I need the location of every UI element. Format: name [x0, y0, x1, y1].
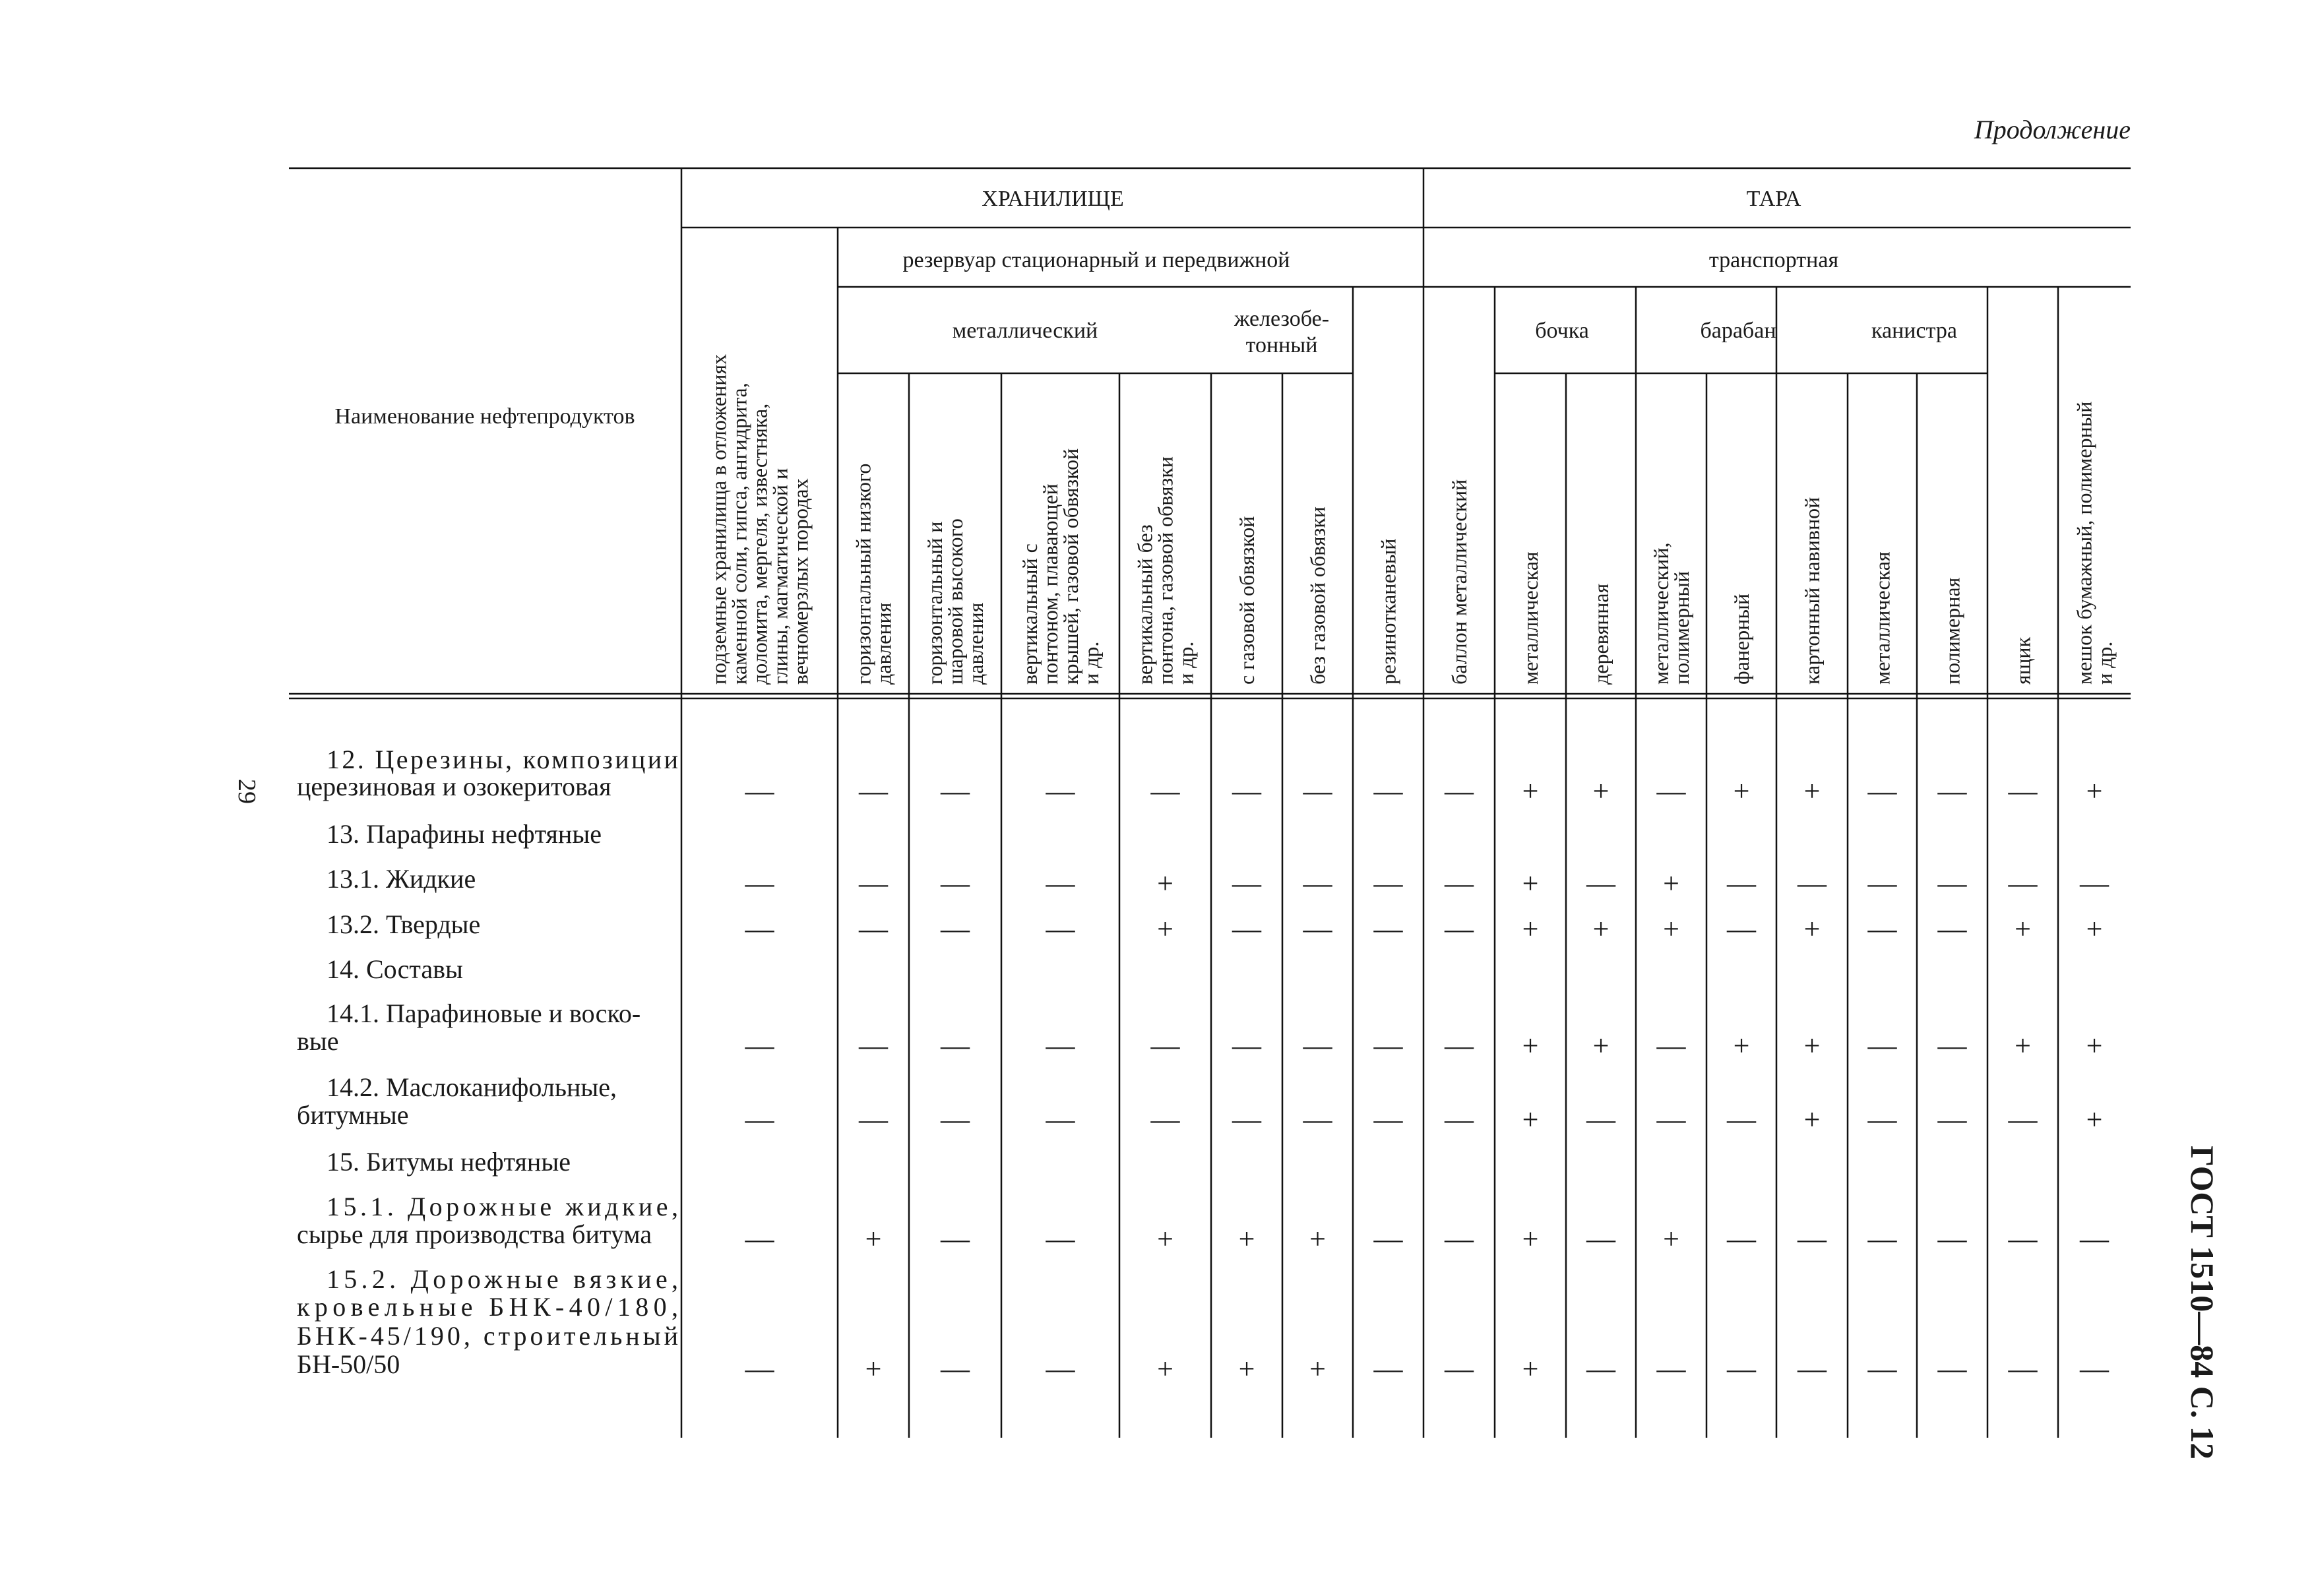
row-3-col-13-mark: —	[1727, 867, 1756, 900]
row-10-col-16-mark: —	[1937, 1353, 1967, 1385]
row-1-name-line-1: 12. Церезины, композиции	[327, 745, 678, 774]
row-6-col-4-mark: —	[1046, 1029, 1075, 1062]
row-7-col-3-mark: —	[941, 1103, 970, 1136]
col-header-4-line-3: крышей, газовой обвязкой	[1059, 448, 1082, 685]
row-1-col-6-mark: —	[1232, 775, 1261, 807]
row-4-col-10-mark: +	[1522, 913, 1539, 945]
row-3-col-10-mark: +	[1522, 867, 1539, 900]
row-4-col-9-mark: —	[1445, 913, 1474, 945]
row-7-col-11-mark: —	[1586, 1103, 1615, 1136]
row-10-col-14-mark: —	[1798, 1353, 1827, 1385]
row-3-col-12-mark: +	[1663, 867, 1679, 900]
row-3-col-8-mark: —	[1373, 867, 1403, 900]
row-10-col-12-mark: —	[1656, 1353, 1686, 1385]
group-metal: металлический	[952, 319, 1098, 343]
column-headers	[707, 354, 2117, 685]
row-7-col-2-mark: —	[859, 1103, 888, 1136]
row-6-col-5-mark: —	[1150, 1029, 1180, 1062]
row-9-col-13-mark: —	[1727, 1223, 1756, 1255]
row-10-col-11-mark: —	[1586, 1353, 1615, 1385]
row-7-col-6-mark: —	[1232, 1103, 1261, 1136]
group-storage: ХРАНИЛИЩЕ	[982, 187, 1124, 211]
group-concrete-line2: тонный	[1245, 333, 1318, 357]
row-9-col-16-mark: —	[1937, 1223, 1967, 1255]
col-header-4-line-2: понтоном, плавающей	[1038, 483, 1062, 685]
row-4-col-13-mark: —	[1727, 913, 1756, 945]
row-3-col-5-mark: +	[1157, 867, 1173, 900]
row-9-name-line-2: сырье для производства битума	[297, 1219, 652, 1249]
row-7-col-7-mark: —	[1303, 1103, 1332, 1136]
row-4-col-8-mark: —	[1373, 913, 1403, 945]
row-10-col-3-mark: —	[941, 1353, 970, 1385]
row-6-col-7-mark: —	[1303, 1029, 1332, 1062]
row-10-name-line-2: кровельные БНК-40/180,	[297, 1292, 678, 1322]
row-1-col-11-mark: +	[1592, 775, 1610, 807]
row-3-col-18-mark: —	[2080, 867, 2109, 900]
col-header-5-line-1: вертикальный без	[1133, 524, 1157, 685]
row-1-col-3-mark: —	[941, 775, 970, 807]
row-4-col-11-mark: +	[1592, 913, 1610, 945]
row-3-col-14-mark: —	[1798, 867, 1827, 900]
row-7-col-5-mark: —	[1150, 1103, 1180, 1136]
row-7-col-17-mark: —	[2008, 1103, 2038, 1136]
group-container: ТАРА	[1746, 187, 1801, 211]
row-6-col-2-mark: —	[859, 1029, 888, 1062]
row-10-col-9-mark: —	[1445, 1353, 1474, 1385]
group-barrel: бочка	[1535, 319, 1589, 343]
row-10-col-18-mark: —	[2080, 1353, 2109, 1385]
row-9-col-6-mark: +	[1238, 1223, 1255, 1255]
table-body	[297, 745, 2110, 1385]
row-6-col-9-mark: —	[1445, 1029, 1474, 1062]
row-9-col-7-mark: +	[1309, 1223, 1326, 1255]
row-4-name-line-1: 13.2. Твердые	[327, 909, 481, 939]
col-header-1-line-3: доломита, мергеля, известняка,	[747, 403, 772, 685]
row-9-col-8-mark: —	[1373, 1223, 1403, 1255]
row-7-col-13-mark: —	[1727, 1103, 1756, 1136]
row-1-col-4-mark: —	[1046, 775, 1075, 807]
group-drum: барабан	[1700, 319, 1776, 343]
row-6-col-8-mark: —	[1373, 1029, 1403, 1062]
row-7-name-line-1: 14.2. Маслоканифольные,	[327, 1072, 617, 1102]
col-header-2-line-1: горизонтальный низкого	[851, 463, 875, 685]
row-7-col-9-mark: —	[1445, 1103, 1474, 1136]
col-header-4-line-1: вертикальный с	[1018, 543, 1042, 685]
row-1-col-13-mark: +	[1733, 775, 1750, 807]
row-7-col-18-mark: +	[2086, 1103, 2103, 1136]
row-3-col-17-mark: —	[2008, 867, 2038, 900]
row-6-name-line-2: вые	[297, 1026, 339, 1056]
row-7-col-4-mark: —	[1046, 1103, 1075, 1136]
row-9-col-17-mark: —	[2008, 1223, 2038, 1255]
row-4-col-1-mark: —	[745, 913, 774, 945]
col-header-5-line-2: понтона, газовой обвязки	[1153, 456, 1177, 685]
col-header-7-line-1: без газовой обвязки	[1305, 506, 1330, 685]
row-7-col-8-mark: —	[1373, 1103, 1403, 1136]
col-header-17-line-1: ящик	[2011, 636, 2035, 685]
group-tank: резервуар стационарный и передвижной	[902, 248, 1290, 272]
row-9-col-11-mark: —	[1586, 1223, 1615, 1255]
col-header-8-line-1: резинотканевый	[1376, 538, 1400, 685]
row-4-col-14-mark: +	[1803, 913, 1821, 945]
row-1-col-5-mark: —	[1150, 775, 1180, 807]
col-header-9-line-1: баллон металлический	[1447, 479, 1471, 685]
row-6-col-18-mark: +	[2086, 1029, 2103, 1062]
group-canister: канистра	[1871, 319, 1957, 343]
row-5-name-line-1: 14. Составы	[327, 954, 463, 984]
row-3-col-9-mark: —	[1445, 867, 1474, 900]
row-6-col-14-mark: +	[1803, 1029, 1821, 1062]
col-header-18-line-2: и др.	[2092, 641, 2117, 685]
row-1-col-15-mark: —	[1867, 775, 1897, 807]
row-1-col-10-mark: +	[1522, 775, 1539, 807]
row-10-col-15-mark: —	[1867, 1353, 1897, 1385]
row-10-col-6-mark: +	[1238, 1353, 1255, 1385]
row-7-name-line-2: битумные	[297, 1100, 409, 1130]
row-9-name-line-1: 15.1. Дорожные жидкие,	[327, 1192, 678, 1221]
group-concrete-line1: железобе-	[1234, 307, 1330, 331]
row-3-col-4-mark: —	[1046, 867, 1075, 900]
col-header-13-line-1: фанерный	[1730, 593, 1753, 685]
col-header-12-line-1: металлический,	[1649, 542, 1673, 685]
row-3-col-2-mark: —	[859, 867, 888, 900]
row-9-col-15-mark: —	[1867, 1223, 1897, 1255]
row-6-col-12-mark: —	[1656, 1029, 1686, 1062]
row-1-col-16-mark: —	[1937, 775, 1967, 807]
row-9-col-4-mark: —	[1046, 1223, 1075, 1255]
row-4-col-16-mark: —	[1937, 913, 1967, 945]
col-header-2-line-2: давления	[871, 602, 896, 685]
row-6-col-10-mark: +	[1522, 1029, 1539, 1062]
row-10-col-8-mark: —	[1373, 1353, 1403, 1385]
row-10-col-10-mark: +	[1522, 1353, 1539, 1385]
col-header-1-line-5: вечномерзлых породах	[788, 478, 813, 685]
row-1-col-1-mark: —	[745, 775, 774, 807]
row-3-col-11-mark: —	[1586, 867, 1615, 900]
row-10-col-13-mark: —	[1727, 1353, 1756, 1385]
row-1-col-14-mark: +	[1803, 775, 1821, 807]
continuation-label: Продолжение	[1974, 115, 2131, 144]
row-10-col-2-mark: +	[865, 1353, 882, 1385]
row-6-name-line-1: 14.1. Парафиновые и воско-	[327, 998, 641, 1028]
row-10-name-line-3: БНК-45/190, строительный	[297, 1321, 678, 1351]
col-header-11-line-1: деревянная	[1589, 583, 1613, 685]
row-7-col-15-mark: —	[1867, 1103, 1897, 1136]
row-3-col-3-mark: —	[941, 867, 970, 900]
col-header-1-line-2: каменной соли, гипса, ангидрита,	[727, 383, 751, 685]
row-9-col-18-mark: —	[2080, 1223, 2109, 1255]
row-6-col-17-mark: +	[2015, 1029, 2031, 1062]
row-9-col-14-mark: —	[1798, 1223, 1827, 1255]
row-3-col-15-mark: —	[1867, 867, 1897, 900]
row-7-col-16-mark: —	[1937, 1103, 1967, 1136]
row-3-col-1-mark: —	[745, 867, 774, 900]
row-1-name-line-2: церезиновая и озокеритовая	[297, 772, 611, 801]
row-1-col-12-mark: —	[1656, 775, 1686, 807]
row-4-col-3-mark: —	[941, 913, 970, 945]
row-4-col-12-mark: +	[1663, 913, 1679, 945]
col-header-1-line-4: глины, магматической и	[768, 468, 792, 685]
row-7-col-12-mark: —	[1656, 1103, 1686, 1136]
row-7-col-10-mark: +	[1522, 1103, 1539, 1136]
col-header-12-line-2: полимерный	[1670, 571, 1693, 685]
row-7-col-14-mark: +	[1803, 1103, 1821, 1136]
row-9-col-3-mark: —	[941, 1223, 970, 1255]
row-6-col-16-mark: —	[1937, 1029, 1967, 1062]
col-header-16-line-1: полимерная	[1940, 577, 1964, 685]
col-header-3-line-1: горизонтальный и	[923, 521, 947, 685]
row-9-col-10-mark: +	[1522, 1223, 1539, 1255]
row-6-col-6-mark: —	[1232, 1029, 1261, 1062]
row-6-col-3-mark: —	[941, 1029, 970, 1062]
page-number: 29	[233, 779, 261, 804]
row-4-col-18-mark: +	[2086, 913, 2103, 945]
row-10-col-17-mark: —	[2008, 1353, 2038, 1385]
row-4-col-2-mark: —	[859, 913, 888, 945]
col-header-5-line-3: и др.	[1173, 641, 1198, 685]
row-4-col-6-mark: —	[1232, 913, 1261, 945]
row-4-col-15-mark: —	[1867, 913, 1897, 945]
row-8-name-line-1: 15. Битумы нефтяные	[327, 1147, 571, 1177]
col-header-14-line-1: картонный навивной	[1800, 497, 1824, 685]
col-header-6-line-1: с газовой обвязкой	[1235, 516, 1259, 685]
col-header-3-line-3: давления	[964, 602, 987, 685]
row-6-col-15-mark: —	[1867, 1029, 1897, 1062]
row-6-col-13-mark: +	[1733, 1029, 1750, 1062]
col-header-3-line-2: шаровой высокого	[943, 518, 967, 685]
row-1-col-9-mark: —	[1445, 775, 1474, 807]
row-9-col-2-mark: +	[865, 1223, 882, 1255]
col-header-4-line-4: и др.	[1079, 641, 1103, 685]
row-9-col-9-mark: —	[1445, 1223, 1474, 1255]
row-1-col-7-mark: —	[1303, 775, 1332, 807]
row-1-col-2-mark: —	[859, 775, 888, 807]
row-3-name-line-1: 13.1. Жидкие	[327, 864, 476, 894]
row-9-col-5-mark: +	[1157, 1223, 1173, 1255]
col-header-18-line-1: мешок бумажный, полимерный	[2072, 401, 2096, 685]
name-column-header: Наименование нефтепродуктов	[334, 404, 635, 429]
row-1-col-8-mark: —	[1373, 775, 1403, 807]
row-10-col-7-mark: +	[1309, 1353, 1326, 1385]
row-9-col-12-mark: +	[1663, 1223, 1679, 1255]
row-10-name-line-4: БН-50/50	[297, 1349, 400, 1379]
row-6-col-1-mark: —	[745, 1029, 774, 1062]
col-header-10-line-1: металлическая	[1518, 551, 1542, 685]
row-4-col-17-mark: +	[2015, 913, 2031, 945]
row-1-col-17-mark: —	[2008, 775, 2038, 807]
row-6-col-11-mark: +	[1592, 1029, 1610, 1062]
row-3-col-7-mark: —	[1303, 867, 1332, 900]
row-10-name-line-1: 15.2. Дорожные вязкие,	[327, 1264, 678, 1294]
row-2-name-line-1: 13. Парафины нефтяные	[327, 819, 602, 849]
row-1-col-18-mark: +	[2086, 775, 2103, 807]
col-header-15-line-1: металлическая	[1870, 551, 1894, 685]
row-4-col-5-mark: +	[1157, 913, 1173, 945]
row-3-col-16-mark: —	[1937, 867, 1967, 900]
row-10-col-1-mark: —	[745, 1353, 774, 1385]
group-transport: транспортная	[1708, 248, 1839, 272]
row-3-col-6-mark: —	[1232, 867, 1261, 900]
row-9-col-1-mark: —	[745, 1223, 774, 1255]
row-10-col-5-mark: +	[1157, 1353, 1173, 1385]
row-4-col-4-mark: —	[1046, 913, 1075, 945]
col-header-1-line-1: подземные хранилища в отложениях	[706, 353, 731, 685]
row-7-col-1-mark: —	[745, 1103, 774, 1136]
row-10-col-4-mark: —	[1046, 1353, 1075, 1385]
row-4-col-7-mark: —	[1303, 913, 1332, 945]
standard-reference: ГОСТ 1510—84 С. 12	[2184, 1146, 2221, 1459]
